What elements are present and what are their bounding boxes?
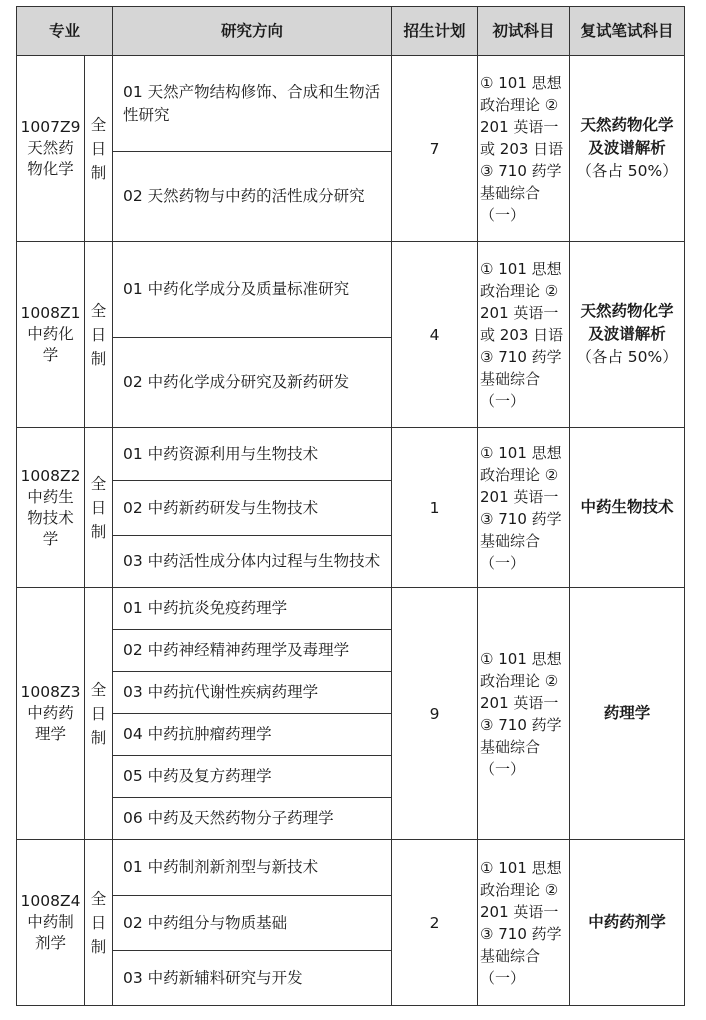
major-code: 1008Z1 (20, 304, 81, 322)
study-type-cell (85, 242, 113, 428)
research-direction: 01 中药资源利用与生物技术 (113, 428, 392, 481)
research-direction: 02 中药组分与物质基础 (113, 896, 392, 951)
exam-subjects: ① 101 思想政治理论 ② 201 英语一 ③ 710 药学基础综合（一） (478, 588, 570, 840)
major-cell (17, 840, 85, 1006)
header-row (17, 7, 685, 56)
header-direction: 研究方向 (113, 7, 392, 56)
major-name: 天然药物化学 (27, 139, 74, 178)
study-type-cell (85, 428, 113, 588)
enrollment-plan: 7 (392, 56, 478, 242)
research-direction: 01 中药抗炎免疫药理学 (113, 588, 392, 630)
major-code: 1008Z3 (20, 683, 81, 701)
research-direction: 02 中药新药研发与生物技术 (113, 481, 392, 536)
major-name: 中药化学 (27, 325, 74, 364)
table-row (17, 588, 685, 630)
research-direction: 01 中药化学成分及质量标准研究 (113, 242, 392, 338)
retest-subject (570, 56, 685, 242)
study-type: 全日制 (90, 680, 107, 747)
retest-subject (570, 588, 685, 840)
retest-name: 药理学 (603, 704, 651, 722)
table-row (17, 56, 685, 152)
major-name: 中药制剂学 (27, 913, 74, 952)
research-direction: 04 中药抗肿瘤药理学 (113, 714, 392, 756)
study-type-cell (85, 840, 113, 1006)
major-code: 1008Z2 (20, 466, 81, 485)
exam-subjects: ① 101 思想政治理论 ② 201 英语一 ③ 710 药学基础综合（一） (478, 428, 570, 588)
retest-name: 中药药剂学 (588, 913, 666, 931)
retest-name: 中药生物技术 (580, 498, 674, 516)
admission-table (16, 6, 685, 1006)
exam-subjects: ① 101 思想政治理论 ② 201 英语一或 203 日语 ③ 710 药学基础综合（一） (478, 242, 570, 428)
research-direction: 05 中药及复方药理学 (113, 756, 392, 798)
major-name: 中药药理学 (27, 704, 74, 743)
research-direction: 02 中药化学成分研究及新药研发 (113, 338, 392, 428)
header-retest: 复试笔试科目 (570, 7, 685, 56)
research-direction: 01 中药制剂新剂型与新技术 (113, 840, 392, 896)
research-direction: 06 中药及天然药物分子药理学 (113, 798, 392, 840)
exam-subjects: ① 101 思想政治理论 ② 201 英语一或 203 日语 ③ 710 药学基础综合（一） (478, 56, 570, 242)
research-direction: 02 中药神经精神药理学及毒理学 (113, 630, 392, 672)
retest-name: 天然药物化学及波谱解析 (580, 302, 674, 343)
enrollment-plan: 1 (392, 428, 478, 588)
major-code: 1008Z4 (20, 892, 81, 910)
table-row (17, 840, 685, 896)
retest-note: （各占 50%） (576, 162, 678, 180)
study-type: 全日制 (90, 474, 107, 541)
research-direction: 01 天然产物结构修饰、合成和生物活性研究 (113, 56, 392, 152)
retest-note: （各占 50%） (576, 348, 678, 366)
enrollment-plan: 2 (392, 840, 478, 1006)
table-body (17, 56, 685, 1006)
research-direction: 03 中药新辅料研究与开发 (113, 951, 392, 1006)
header-major: 专业 (17, 7, 113, 56)
retest-subject (570, 242, 685, 428)
major-cell (17, 242, 85, 428)
research-direction: 03 中药抗代谢性疾病药理学 (113, 672, 392, 714)
study-type-cell (85, 588, 113, 840)
enrollment-plan: 9 (392, 588, 478, 840)
study-type: 全日制 (90, 301, 107, 368)
enrollment-plan: 4 (392, 242, 478, 428)
header-plan: 招生计划 (392, 7, 478, 56)
study-type: 全日制 (90, 115, 107, 182)
major-cell (17, 56, 85, 242)
table-row (17, 242, 685, 338)
major-cell (17, 588, 85, 840)
major-cell (17, 428, 85, 588)
research-direction: 02 天然药物与中药的活性成分研究 (113, 152, 392, 242)
exam-subjects: ① 101 思想政治理论 ② 201 英语一 ③ 710 药学基础综合（一） (478, 840, 570, 1006)
retest-subject (570, 428, 685, 588)
research-direction: 03 中药活性成分体内过程与生物技术 (113, 536, 392, 588)
study-type: 全日制 (90, 889, 107, 956)
retest-subject (570, 840, 685, 1006)
header-exam: 初试科目 (478, 7, 570, 56)
retest-name: 天然药物化学及波谱解析 (580, 116, 674, 157)
study-type-cell (85, 56, 113, 242)
major-name: 中药生物技术学 (27, 487, 74, 548)
table-row (17, 428, 685, 481)
major-code: 1007Z9 (20, 118, 81, 136)
